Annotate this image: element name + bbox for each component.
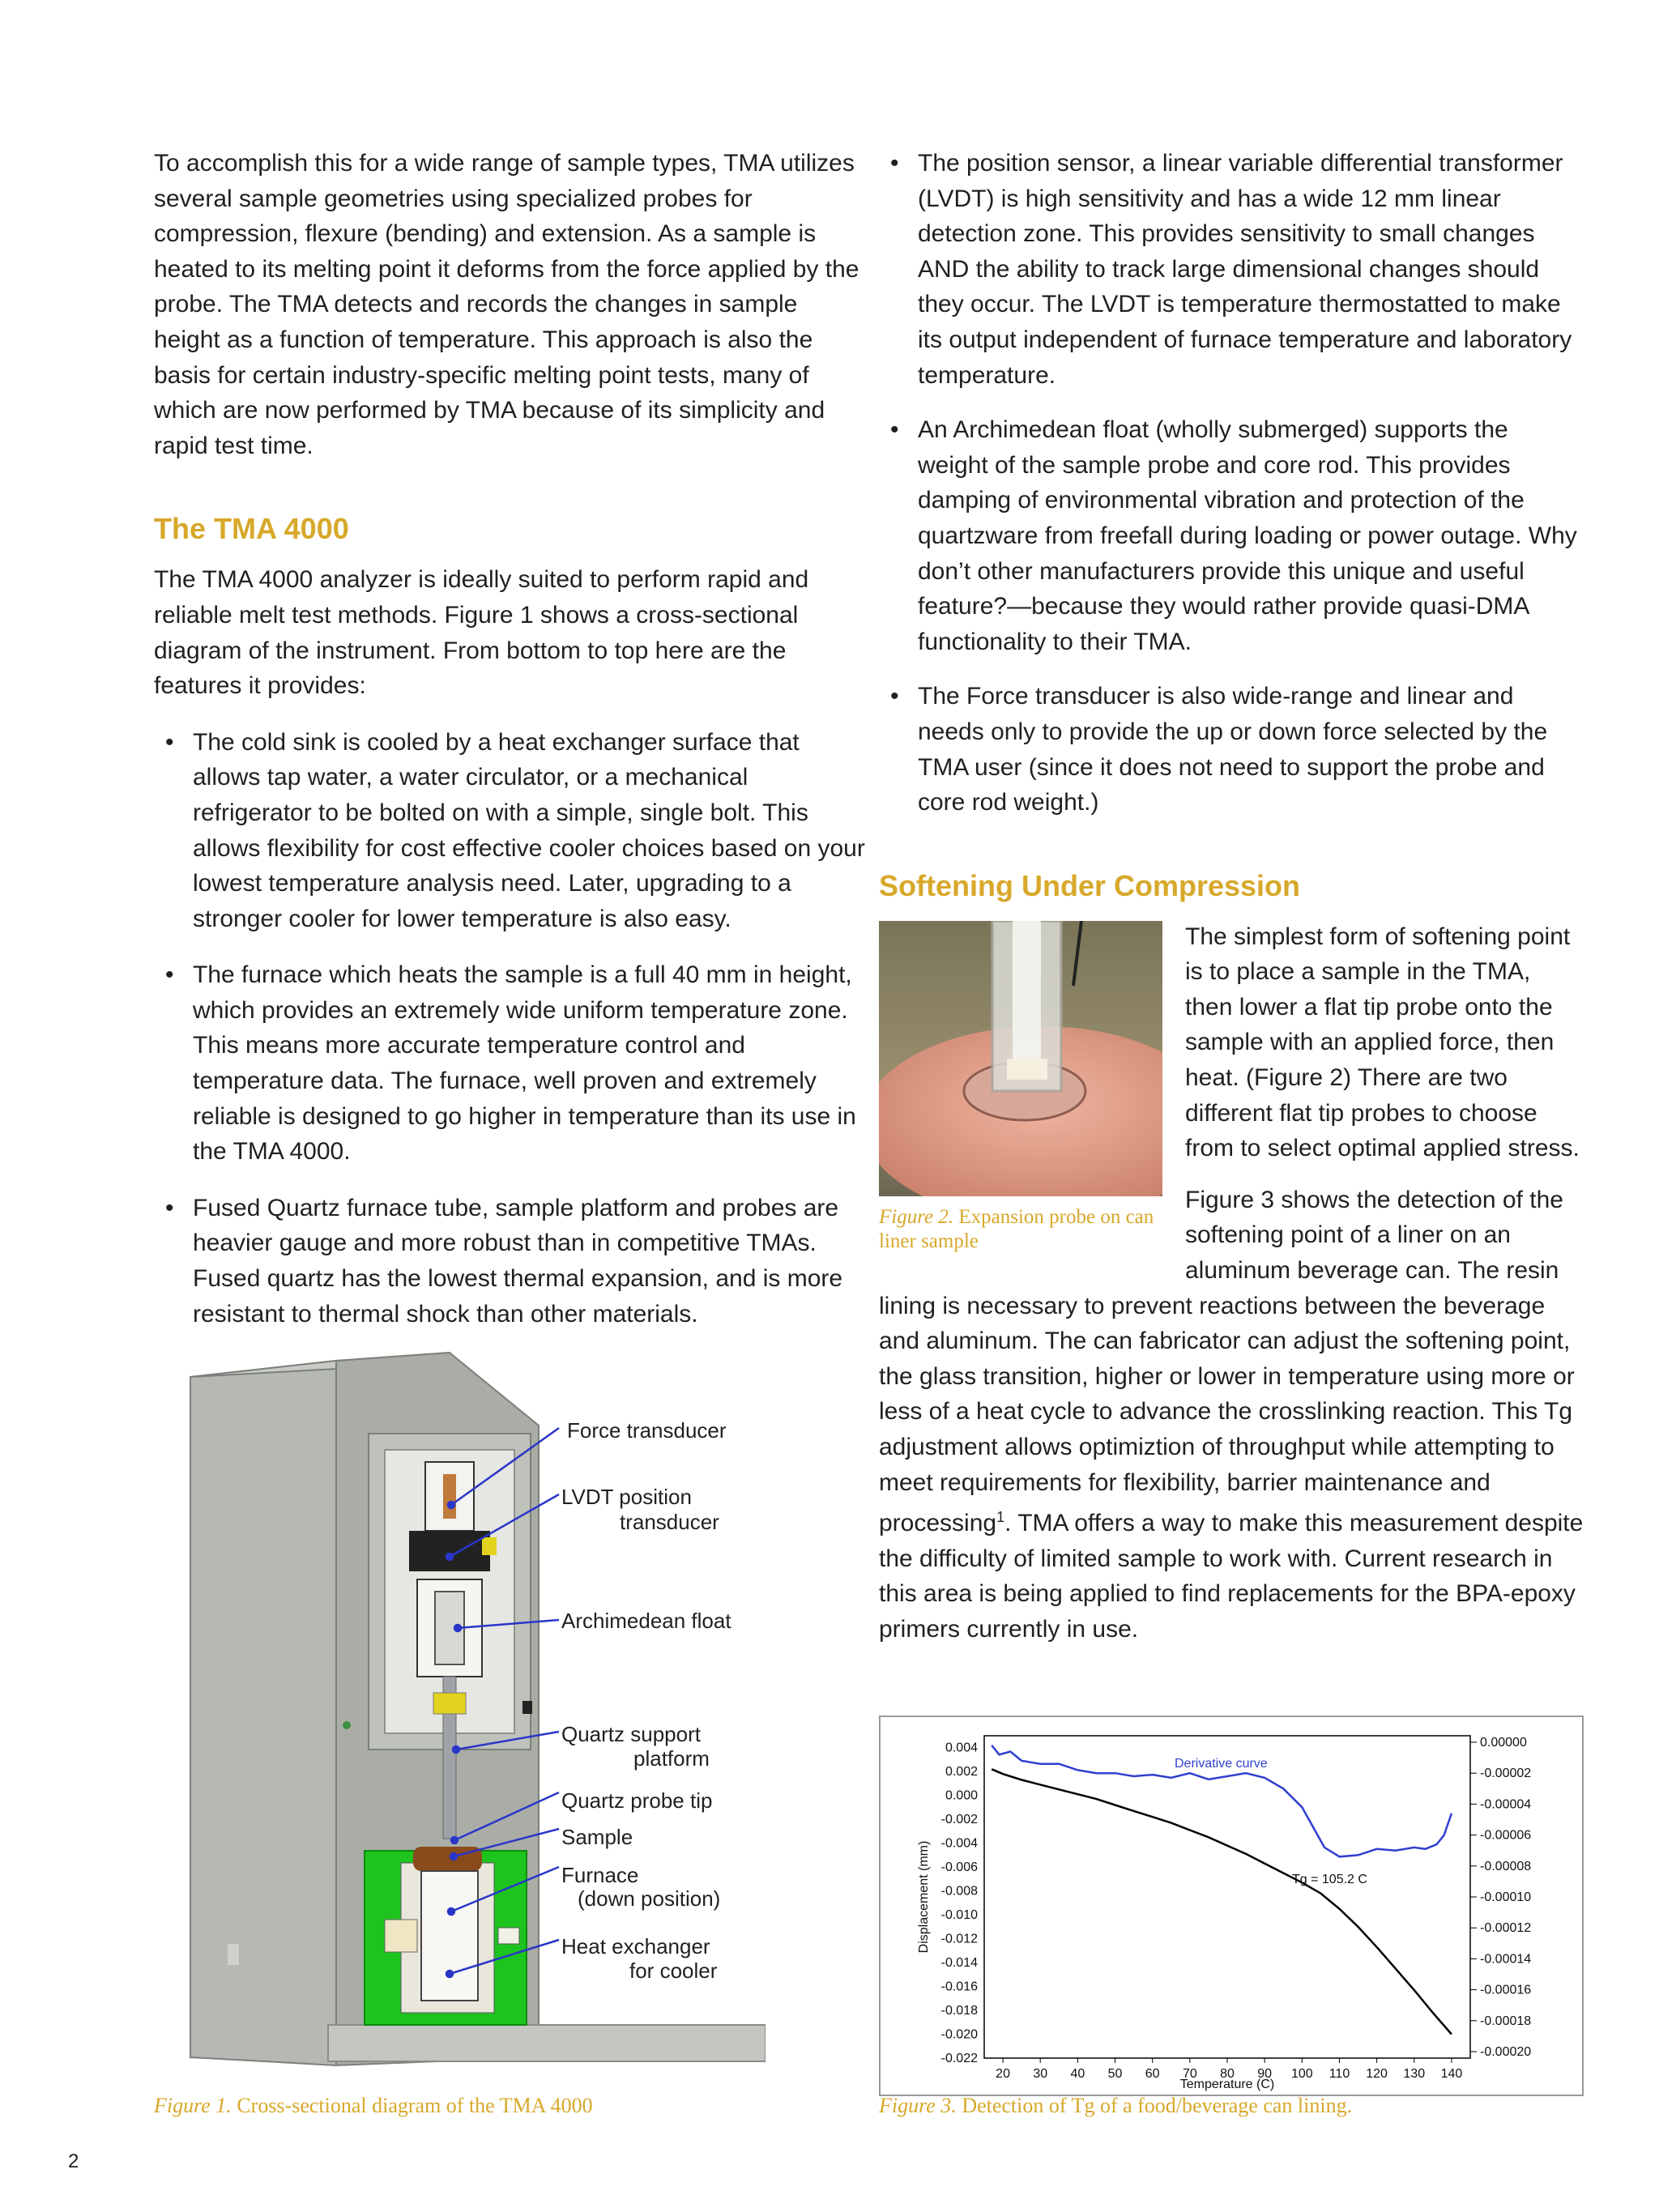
- label-force-transducer: Force transducer: [567, 1418, 727, 1443]
- x-tick-label: 20: [996, 2067, 1010, 2081]
- label-furnace-1: Furnace: [561, 1863, 639, 1887]
- label-quartz-support-2: platform: [633, 1746, 710, 1771]
- figure3-caption-text: Detection of Tg of a food/beverage can lining.: [956, 2094, 1353, 2117]
- y-tick-label: -0.018: [940, 2004, 978, 2018]
- y-tick-label: -0.010: [940, 1908, 978, 1923]
- y-tick-label: -0.016: [940, 1980, 978, 1994]
- heat-exchanger: [385, 1920, 417, 1952]
- bullet-archimedean-float: • An Archimedean float (wholly submerged) supports the weight of the sample probe and core rod. This provides damping of environmental vibration and protection of the quartzware from freefall during loading or power outage. Why don’t other manufacturers provide this unique and useful feature?—because they would rather provide quasi-DMA functionality to their TMA.: [879, 412, 1584, 659]
- label-quartz-support-1: Quartz support: [561, 1722, 701, 1746]
- y2-tick-label: -0.00004: [1480, 1797, 1532, 1812]
- figure3-chart: [879, 1715, 1584, 2096]
- figure1-caption: [154, 2094, 593, 2118]
- furnace-top-cap: [413, 1847, 482, 1871]
- side-port: [498, 1928, 519, 1944]
- y2-tick-label: -0.00008: [1480, 1859, 1532, 1873]
- y-tick-label: 0.000: [945, 1788, 978, 1803]
- annotation-tg: Tg = 105.2 C: [1292, 1873, 1367, 1886]
- y-tick-label: -0.002: [940, 1813, 978, 1827]
- label-lvdt-1: LVDT position: [561, 1485, 692, 1509]
- figure3-caption-label: Figure 3.: [879, 2094, 957, 2117]
- x-tick-label: 80: [1220, 2067, 1235, 2081]
- figure1-diagram: [182, 1345, 766, 2073]
- y-tick-label: -0.022: [940, 2052, 978, 2065]
- x-tick-label: 90: [1257, 2067, 1273, 2081]
- figure2-block: [879, 921, 1162, 1254]
- y2-tick-label: -0.00014: [1480, 1952, 1532, 1967]
- y-tick-label: -0.008: [940, 1884, 978, 1899]
- cabinet-foot: [228, 1944, 239, 1965]
- power-switch: [522, 1701, 532, 1714]
- label-quartz-probe-tip: Quartz probe tip: [561, 1788, 713, 1813]
- y2-tick-label: 0.00000: [1480, 1736, 1527, 1750]
- section-heading-softening: Softening Under Compression: [879, 868, 1301, 902]
- sample-photo: [1007, 1059, 1047, 1080]
- furnace-block: [421, 1871, 478, 2001]
- lvdt-body: [409, 1531, 490, 1571]
- x-axis-label: Temperature (C): [1179, 2078, 1275, 2091]
- figure2-caption: [879, 1205, 1162, 1254]
- y-tick-label: -0.006: [940, 1860, 978, 1875]
- x-tick-label: 120: [1366, 2067, 1388, 2081]
- y-tick-label: -0.004: [940, 1836, 978, 1851]
- bullet-position-sensor: • The position sensor, a linear variable differential transformer (LVDT) is high sensitivity and has a wide 12 mm linear detection zone. This provides sensitivity to small changes AND the ability to track large dimensional changes should they occur. The LVDT is temperature thermostatted to make its output independent of furnace temperature and laboratory temperature.: [879, 146, 1584, 393]
- label-furnace-2: (down position): [578, 1886, 721, 1911]
- figure2-photo: [879, 921, 1162, 1196]
- x-tick-label: 60: [1145, 2067, 1160, 2081]
- bullet-force-transducer: • The Force transducer is also wide-range and linear and needs only to provide the up or down force selected by the TMA user (since it does not need to support the probe and core rod weight.): [879, 679, 1584, 820]
- figure3-caption: [879, 2094, 1352, 2118]
- page-number: 2: [68, 2150, 79, 2172]
- y2-tick-label: -0.00010: [1480, 1890, 1532, 1904]
- bullet-fused-quartz: • Fused Quartz furnace tube, sample platform and probes are heavier gauge and more robust than in competitive TMAs. Fused quartz has the lowest thermal expansion, and is more resistant to thermal shock than other materials.: [154, 1191, 867, 1332]
- plot-area: [984, 1736, 1470, 2058]
- right-bullet-list: [879, 146, 1584, 820]
- y-axis-label: Displacement (mm): [917, 1840, 931, 1954]
- figure1-caption-text: Cross-sectional diagram of the TMA 4000: [231, 2094, 593, 2117]
- y-tick-label: -0.020: [940, 2027, 978, 2042]
- x-tick-label: 40: [1070, 2067, 1085, 2081]
- label-archimedean-float: Archimedean float: [561, 1609, 731, 1633]
- y-tick-label: -0.014: [940, 1956, 978, 1971]
- para2-rest: the softening point of a liner on an aluminum beverage can. The resin lining is necessary to prevent reactions between the beverage and aluminum. The can fabricator can adjust the softening point, the glass transition, higher or lower in temperature using more or less of a heat cycle to advance the crosslinking reaction. This Tg adjustment allows optimiztion of throughput while attempting to meet requirements for flexibility, barrier maintenance and processing: [879, 1186, 1575, 1537]
- bullet-furnace: • The furnace which heats the sample is a full 40 mm in height, which provides an extremely wide uniform temperature zone. This means more accurate temperature control and temperature data. The furnace, well proven and extremely reliable is designed to go higher in temperature than its use in the TMA 4000.: [154, 957, 867, 1170]
- force-transducer-core: [443, 1474, 456, 1519]
- para2-end: . TMA offers a way to make this measurement despite the difficulty of limited sample to work with. Current research in this area is being applied to find replacements for the BPA-epoxy primers currently in use.: [879, 1510, 1584, 1643]
- label-heat-exchanger-1: Heat exchanger: [561, 1934, 710, 1958]
- intro-paragraph: To accomplish this for a wide range of sample types, TMA utilizes several sample geometries using specialized probes for compression, flexure (bending) and extension. As a sample is heated to its melting point it deforms from the force applied by the probe. The TMA detects and records the changes in sample height as a function of temperature. This approach is also the basis for certain industry-specific melting point tests, many of which are now performed by TMA because of its simplicity and rapid test time.: [154, 150, 859, 459]
- annotation-derivative: Derivative curve: [1175, 1757, 1268, 1771]
- figure1-caption-label: Figure 1.: [154, 2094, 232, 2117]
- left-column: [154, 146, 867, 1332]
- y-tick-label: 0.004: [945, 1741, 978, 1755]
- label-sample: Sample: [561, 1825, 633, 1849]
- figure2-caption-text: Expansion probe on can liner sample: [879, 1205, 1154, 1252]
- cabinet-base: [328, 2025, 766, 2061]
- lvdt-bracket: [482, 1537, 497, 1555]
- cabinet-side: [190, 1361, 336, 2065]
- y2-tick-label: -0.00018: [1480, 2014, 1532, 2028]
- label-lvdt-2: transducer: [620, 1510, 719, 1534]
- y2-tick-label: -0.00002: [1480, 1767, 1532, 1781]
- y2-tick-label: -0.00020: [1480, 2045, 1532, 2059]
- label-heat-exchanger-2: for cooler: [629, 1958, 718, 1983]
- x-tick-label: 30: [1033, 2067, 1048, 2081]
- y2-tick-label: -0.00012: [1480, 1921, 1532, 1936]
- section-heading-tma4000: The TMA 4000: [154, 512, 349, 546]
- tma4000-paragraph: The TMA 4000 analyzer is ideally suited to perform rapid and reliable melt test methods. Figure 1 shows a cross-sectional diagram of the instrument. From bottom to top here are the features it provides:: [154, 566, 809, 700]
- x-tick-label: 140: [1440, 2067, 1463, 2081]
- probe-photo: [1013, 921, 1041, 1063]
- rod-clamp: [433, 1693, 466, 1714]
- x-tick-label: 70: [1182, 2067, 1197, 2081]
- x-tick-label: 110: [1328, 2067, 1350, 2081]
- right-column: [879, 146, 1584, 1647]
- softening-paragraph-1: The simplest form of softening point is to place a sample in the TMA, then lower a flat tip probe onto the sample with an applied force, then heat. (Figure 2) There are two different flat tip probes to choose from to select optimal applied stress.: [1185, 923, 1580, 1162]
- y2-tick-label: -0.00006: [1480, 1828, 1532, 1843]
- y2-tick-label: -0.00016: [1480, 1983, 1532, 1997]
- para2-start: Figure 3 shows the detection of: [1185, 1186, 1523, 1213]
- x-tick-label: 100: [1290, 2067, 1313, 2081]
- x-tick-label: 50: [1107, 2067, 1123, 2081]
- figure2-caption-label: Figure 2.: [879, 1205, 954, 1228]
- footnote-ref: 1: [996, 1509, 1005, 1526]
- left-bullet-list: [154, 725, 867, 1332]
- y-tick-label: -0.012: [940, 1932, 978, 1946]
- cabinet-screw: [343, 1721, 351, 1729]
- y-tick-label: 0.002: [945, 1765, 978, 1779]
- x-tick-label: 130: [1403, 2067, 1426, 2081]
- bullet-cold-sink: • The cold sink is cooled by a heat exchanger surface that allows tap water, a water circulator, or a mechanical refrigerator to be bolted on with a simple, single bolt. This allows flexibility for cost effective cooler choices based on your lowest temperature analysis need. Later, upgrading to a stronger cooler for lower temperature is also easy.: [154, 725, 867, 937]
